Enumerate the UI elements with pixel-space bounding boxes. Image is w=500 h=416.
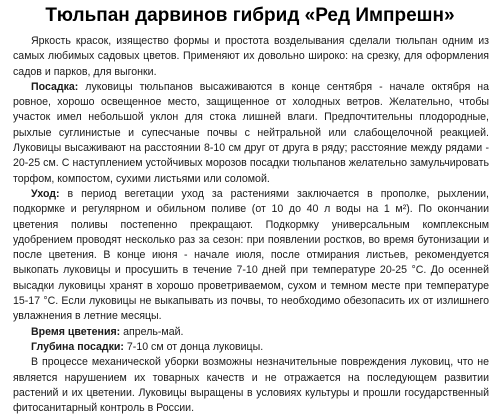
bloom-paragraph: [13, 325, 489, 340]
planting-label: Посадка:: [31, 80, 79, 93]
care-label: Уход:: [31, 187, 60, 200]
care-paragraph: [13, 187, 489, 325]
bloom-label: Время цветения:: [31, 325, 121, 338]
description-body: [13, 34, 489, 416]
depth-text: 7-10 см от донца луковицы.: [123, 340, 264, 353]
planting-paragraph: [13, 80, 489, 187]
depth-label: Глубина посадки:: [31, 340, 124, 353]
depth-paragraph: [13, 340, 489, 355]
planting-text: луковицы тюльпанов высаживаются в конце сентября - начале октября на ровное, хорошо освещенное место, защищенное от холодных ветров. Желательно, чтобы участок имел небольшой уклон для стока лишней влаги. Предпочтительны плодородные, рыхлые суглинистые и супесчаные почвы с нейтральной или слабощелочной реакцией. Луковицы высаживают на расстоянии 8-10 см друг от друга в ряду; расстояние между рядами - 20-25 см. С наступлением устойчивых морозов посадки тюльпанов желательно замульчировать торфом, компостом, сухими листьями или соломой.: [13, 80, 489, 185]
care-text: в период вегетации уход за растениями заключается в прополке, рыхлении, подкормке и регулярном и обильном поливе (от 10 до 40 л воды на 1 м²). По окончании цветения поливы постепенно прекращают. Подкормку универсальным комплексным удобрением проводят несколько раз за сезон: при появлении ростков, во время бутонизации и после цветения. В конце июня - начале июля, после отмирания листьев, рекомендуется выкопать луковицы и просушить в течение 7-10 дней при температуре 20-25 °С. До осенней высадки луковицы хранят в хорошо проветриваемом, сухом и темном месте при температуре 15-17 °С. Если луковицы не выкапывать из почвы, то необходимо обезопасить их от излишнего увлажнения в летние месяцы.: [13, 187, 489, 323]
bloom-text: апрель-май.: [120, 325, 184, 338]
intro-paragraph: Яркость красок, изящество формы и простота возделывания сделали тюльпан одним из самых любимых садовых цветов. Применяют их довольно широко: на срезку, для оформления садов и парков, для выгонки.: [13, 35, 489, 78]
page-title: Тюльпан дарвинов гибрид «Ред Импрешн»: [45, 5, 455, 26]
note-paragraph: В процессе механической уборки возможны незначительные повреждения луковиц, что не является нарушением их товарных качеств и не отражается на последующем развитии растений и их цветении. Луковицы выращены в условиях культуры и прошли государственный фитосанитарный контроль в России.: [13, 356, 489, 415]
